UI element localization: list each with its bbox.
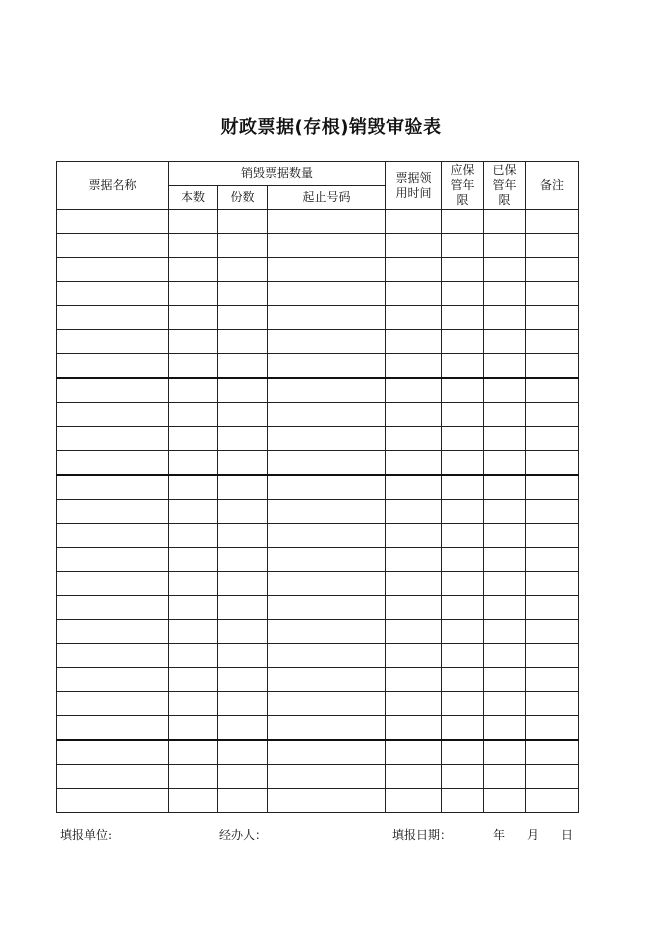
footer-filing-unit-label: 填报单位: (60, 828, 113, 842)
cell-number-range[interactable] (268, 403, 386, 427)
table-row (57, 403, 579, 427)
cell-kept-years[interactable] (484, 306, 526, 330)
header-copies: 份数 (218, 186, 268, 210)
cell-receive-time[interactable] (386, 282, 442, 306)
cell-receive-time[interactable] (386, 403, 442, 427)
table-row (57, 644, 579, 668)
cell-number-range[interactable] (268, 378, 386, 403)
cell-should-keep-years[interactable] (442, 524, 484, 548)
cell-copies[interactable] (218, 644, 268, 668)
cell-books[interactable] (169, 258, 218, 282)
cell-kept-years[interactable] (484, 354, 526, 379)
cell-kept-years[interactable] (484, 282, 526, 306)
cell-remark[interactable] (526, 740, 579, 765)
cell-kept-years[interactable] (484, 524, 526, 548)
cell-books[interactable] (169, 765, 218, 789)
cell-copies[interactable] (218, 234, 268, 258)
cell-receive-time[interactable] (386, 427, 442, 451)
table-row (57, 500, 579, 524)
cell-receive-time[interactable] (386, 475, 442, 500)
table-row (57, 572, 579, 596)
cell-should-keep-years[interactable] (442, 403, 484, 427)
cell-number-range[interactable] (268, 740, 386, 765)
cell-copies[interactable] (218, 789, 268, 813)
cell-books[interactable] (169, 475, 218, 500)
cell-number-range[interactable] (268, 258, 386, 282)
cell-should-keep-years[interactable] (442, 789, 484, 813)
cell-number-range[interactable] (268, 620, 386, 644)
table-row (57, 378, 579, 403)
cell-receive-time[interactable] (386, 234, 442, 258)
cell-copies[interactable] (218, 765, 268, 789)
footer-day-label: 日 (561, 828, 574, 842)
cell-ticket-name[interactable] (57, 210, 169, 234)
cell-remark[interactable] (526, 668, 579, 692)
table-row (57, 475, 579, 500)
cell-books[interactable] (169, 572, 218, 596)
cell-ticket-name[interactable] (57, 258, 169, 282)
table-row (57, 258, 579, 282)
cell-should-keep-years[interactable] (442, 765, 484, 789)
table-body (57, 210, 579, 813)
cell-should-keep-years[interactable] (442, 354, 484, 379)
cell-books[interactable] (169, 427, 218, 451)
cell-receive-time[interactable] (386, 789, 442, 813)
header-receive-time (386, 162, 442, 210)
cell-remark[interactable] (526, 765, 579, 789)
table-row (57, 548, 579, 572)
cell-kept-years[interactable] (484, 258, 526, 282)
cell-number-range[interactable] (268, 210, 386, 234)
cell-should-keep-years[interactable] (442, 548, 484, 572)
cell-number-range[interactable] (268, 475, 386, 500)
cell-books[interactable] (169, 596, 218, 620)
cell-receive-time[interactable] (386, 354, 442, 379)
cell-should-keep-years[interactable] (442, 427, 484, 451)
cell-books[interactable] (169, 354, 218, 379)
cell-books[interactable] (169, 330, 218, 354)
cell-remark[interactable] (526, 572, 579, 596)
cell-should-keep-years[interactable] (442, 500, 484, 524)
cell-kept-years[interactable] (484, 740, 526, 765)
header-remark: 备注 (526, 162, 579, 210)
cell-number-range[interactable] (268, 234, 386, 258)
cell-books[interactable] (169, 740, 218, 765)
cell-copies[interactable] (218, 451, 268, 476)
cell-books[interactable] (169, 716, 218, 741)
cell-remark[interactable] (526, 234, 579, 258)
cell-ticket-name[interactable] (57, 403, 169, 427)
cell-copies[interactable] (218, 330, 268, 354)
cell-copies[interactable] (218, 692, 268, 716)
cell-remark[interactable] (526, 330, 579, 354)
header-kept-line3: 限 (498, 193, 511, 207)
cell-number-range[interactable] (268, 306, 386, 330)
table-row (57, 210, 579, 234)
cell-number-range[interactable] (268, 427, 386, 451)
cell-books[interactable] (169, 620, 218, 644)
cell-ticket-name[interactable] (57, 475, 169, 500)
cell-remark[interactable] (526, 427, 579, 451)
cell-should-keep-years[interactable] (442, 716, 484, 741)
cell-remark[interactable] (526, 475, 579, 500)
cell-receive-time[interactable] (386, 306, 442, 330)
cell-remark[interactable] (526, 354, 579, 379)
footer-date-label: 填报日期： (392, 828, 453, 842)
cell-kept-years[interactable] (484, 403, 526, 427)
cell-books[interactable] (169, 378, 218, 403)
cell-ticket-name[interactable] (57, 548, 169, 572)
cell-books[interactable] (169, 500, 218, 524)
cell-kept-years[interactable] (484, 234, 526, 258)
cell-ticket-name[interactable] (57, 378, 169, 403)
cell-number-range[interactable] (268, 330, 386, 354)
cell-copies[interactable] (218, 475, 268, 500)
cell-number-range[interactable] (268, 500, 386, 524)
cell-books[interactable] (169, 306, 218, 330)
cell-books[interactable] (169, 548, 218, 572)
cell-copies[interactable] (218, 427, 268, 451)
header-kept-line2: 管年 (492, 178, 517, 192)
cell-should-keep-years[interactable] (442, 258, 484, 282)
cell-ticket-name[interactable] (57, 620, 169, 644)
footer-handler-label: 经办人： (219, 828, 268, 842)
table-row (57, 620, 579, 644)
cell-kept-years[interactable] (484, 475, 526, 500)
cell-should-keep-years[interactable] (442, 451, 484, 476)
cell-receive-time[interactable] (386, 330, 442, 354)
cell-books[interactable] (169, 644, 218, 668)
cell-books[interactable] (169, 692, 218, 716)
cell-ticket-name[interactable] (57, 765, 169, 789)
cell-should-keep-years[interactable] (442, 692, 484, 716)
cell-receive-time[interactable] (386, 620, 442, 644)
table-row (57, 427, 579, 451)
cell-kept-years[interactable] (484, 692, 526, 716)
cell-should-keep-years[interactable] (442, 210, 484, 234)
table-row (57, 524, 579, 548)
header-should-keep-line3: 限 (456, 193, 469, 207)
cell-remark[interactable] (526, 524, 579, 548)
cell-ticket-name[interactable] (57, 282, 169, 306)
cell-should-keep-years[interactable] (442, 740, 484, 765)
cell-copies[interactable] (218, 740, 268, 765)
cell-books[interactable] (169, 403, 218, 427)
cell-remark[interactable] (526, 789, 579, 813)
cell-number-range[interactable] (268, 282, 386, 306)
cell-ticket-name[interactable] (57, 451, 169, 476)
cell-copies[interactable] (218, 354, 268, 379)
cell-books[interactable] (169, 282, 218, 306)
cell-receive-time[interactable] (386, 451, 442, 476)
cell-kept-years[interactable] (484, 716, 526, 741)
cell-receive-time[interactable] (386, 258, 442, 282)
header-kept-years (484, 162, 526, 210)
cell-books[interactable] (169, 234, 218, 258)
cell-receive-time[interactable] (386, 765, 442, 789)
header-should-keep-line1: 应保 (450, 163, 475, 177)
cell-should-keep-years[interactable] (442, 572, 484, 596)
table-row (57, 234, 579, 258)
cell-ticket-name[interactable] (57, 692, 169, 716)
cell-kept-years[interactable] (484, 572, 526, 596)
cell-remark[interactable] (526, 644, 579, 668)
cell-number-range[interactable] (268, 644, 386, 668)
cell-should-keep-years[interactable] (442, 475, 484, 500)
cell-kept-years[interactable] (484, 548, 526, 572)
cell-copies[interactable] (218, 306, 268, 330)
cell-receive-time[interactable] (386, 644, 442, 668)
table-row (57, 354, 579, 379)
header-ticket-name: 票据名称 (57, 162, 169, 210)
cell-receive-time[interactable] (386, 210, 442, 234)
cell-should-keep-years[interactable] (442, 306, 484, 330)
cell-remark[interactable] (526, 692, 579, 716)
cell-number-range[interactable] (268, 451, 386, 476)
cell-ticket-name[interactable] (57, 740, 169, 765)
header-books: 本数 (169, 186, 218, 210)
cell-remark[interactable] (526, 378, 579, 403)
cell-ticket-name[interactable] (57, 572, 169, 596)
cell-kept-years[interactable] (484, 451, 526, 476)
header-number-range: 起止号码 (268, 186, 386, 210)
table-row (57, 330, 579, 354)
cell-number-range[interactable] (268, 789, 386, 813)
cell-number-range[interactable] (268, 596, 386, 620)
cell-copies[interactable] (218, 524, 268, 548)
cell-copies[interactable] (218, 378, 268, 403)
cell-ticket-name[interactable] (57, 668, 169, 692)
cell-should-keep-years[interactable] (442, 668, 484, 692)
cell-number-range[interactable] (268, 524, 386, 548)
cell-number-range[interactable] (268, 548, 386, 572)
cell-remark[interactable] (526, 716, 579, 741)
cell-kept-years[interactable] (484, 765, 526, 789)
cell-kept-years[interactable] (484, 500, 526, 524)
cell-receive-time[interactable] (386, 548, 442, 572)
cell-receive-time[interactable] (386, 692, 442, 716)
cell-receive-time[interactable] (386, 668, 442, 692)
cell-kept-years[interactable] (484, 789, 526, 813)
destruction-audit-table (56, 161, 579, 813)
cell-copies[interactable] (218, 548, 268, 572)
cell-kept-years[interactable] (484, 668, 526, 692)
cell-remark[interactable] (526, 620, 579, 644)
cell-receive-time[interactable] (386, 740, 442, 765)
table-row (57, 692, 579, 716)
header-receive-time-line2: 用时间 (395, 185, 432, 200)
cell-remark[interactable] (526, 500, 579, 524)
cell-books[interactable] (169, 668, 218, 692)
cell-copies[interactable] (218, 572, 268, 596)
cell-should-keep-years[interactable] (442, 330, 484, 354)
cell-copies[interactable] (218, 403, 268, 427)
cell-ticket-name[interactable] (57, 500, 169, 524)
cell-number-range[interactable] (268, 354, 386, 379)
cell-ticket-name[interactable] (57, 354, 169, 379)
cell-should-keep-years[interactable] (442, 620, 484, 644)
table-row (57, 765, 579, 789)
cell-copies[interactable] (218, 258, 268, 282)
cell-ticket-name[interactable] (57, 234, 169, 258)
table-row (57, 282, 579, 306)
cell-copies[interactable] (218, 596, 268, 620)
cell-receive-time[interactable] (386, 572, 442, 596)
cell-remark[interactable] (526, 306, 579, 330)
cell-ticket-name[interactable] (57, 716, 169, 741)
cell-should-keep-years[interactable] (442, 378, 484, 403)
cell-copies[interactable] (218, 716, 268, 741)
table-row (57, 451, 579, 476)
cell-books[interactable] (169, 524, 218, 548)
cell-kept-years[interactable] (484, 378, 526, 403)
table-row (57, 740, 579, 765)
cell-books[interactable] (169, 210, 218, 234)
cell-ticket-name[interactable] (57, 306, 169, 330)
footer-month-label: 月 (527, 828, 540, 842)
header-receive-time-line1: 票据领 (395, 170, 432, 185)
cell-number-range[interactable] (268, 572, 386, 596)
cell-receive-time[interactable] (386, 716, 442, 741)
cell-should-keep-years[interactable] (442, 234, 484, 258)
cell-copies[interactable] (218, 500, 268, 524)
cell-remark[interactable] (526, 451, 579, 476)
cell-receive-time[interactable] (386, 524, 442, 548)
cell-kept-years[interactable] (484, 427, 526, 451)
header-should-keep-line2: 管年 (450, 178, 475, 192)
cell-copies[interactable] (218, 282, 268, 306)
cell-copies[interactable] (218, 210, 268, 234)
table-row (57, 668, 579, 692)
cell-remark[interactable] (526, 403, 579, 427)
cell-remark[interactable] (526, 596, 579, 620)
cell-books[interactable] (169, 789, 218, 813)
table-row (57, 716, 579, 741)
cell-kept-years[interactable] (484, 330, 526, 354)
cell-copies[interactable] (218, 668, 268, 692)
cell-ticket-name[interactable] (57, 596, 169, 620)
cell-ticket-name[interactable] (57, 524, 169, 548)
cell-ticket-name[interactable] (57, 644, 169, 668)
table-row (57, 306, 579, 330)
cell-kept-years[interactable] (484, 620, 526, 644)
cell-number-range[interactable] (268, 765, 386, 789)
cell-kept-years[interactable] (484, 644, 526, 668)
cell-should-keep-years[interactable] (442, 644, 484, 668)
cell-copies[interactable] (218, 620, 268, 644)
cell-number-range[interactable] (268, 668, 386, 692)
cell-receive-time[interactable] (386, 500, 442, 524)
header-kept-line1: 已保 (492, 163, 517, 177)
cell-kept-years[interactable] (484, 210, 526, 234)
cell-number-range[interactable] (268, 716, 386, 741)
header-should-keep-years (442, 162, 484, 210)
cell-ticket-name[interactable] (57, 330, 169, 354)
cell-remark[interactable] (526, 548, 579, 572)
page-title: 财政票据(存根)销毁审验表 (220, 117, 442, 138)
cell-kept-years[interactable] (484, 596, 526, 620)
cell-remark[interactable] (526, 210, 579, 234)
cell-receive-time[interactable] (386, 596, 442, 620)
form-footer (0, 826, 662, 842)
cell-ticket-name[interactable] (57, 789, 169, 813)
footer-year-label: 年 (493, 828, 506, 842)
cell-receive-time[interactable] (386, 378, 442, 403)
cell-should-keep-years[interactable] (442, 596, 484, 620)
cell-number-range[interactable] (268, 692, 386, 716)
cell-books[interactable] (169, 451, 218, 476)
cell-remark[interactable] (526, 282, 579, 306)
cell-remark[interactable] (526, 258, 579, 282)
table-row (57, 789, 579, 813)
table-row (57, 596, 579, 620)
header-destroy-quantity: 销毁票据数量 (169, 162, 386, 186)
cell-ticket-name[interactable] (57, 427, 169, 451)
cell-should-keep-years[interactable] (442, 282, 484, 306)
